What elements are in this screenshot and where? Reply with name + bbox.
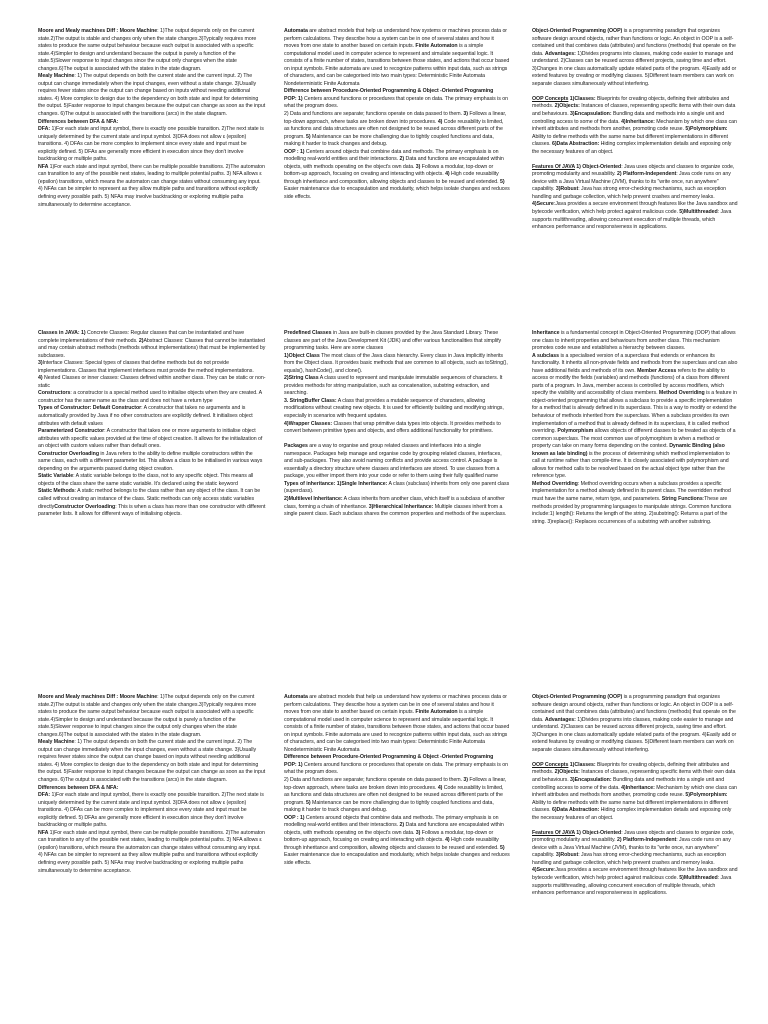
text-run: A class that provides a mutable sequence of characters, allowing modifications without creating new objects. It is used for efficiently building and modifying strings, especially in scenarios with frequent updates. xyxy=(284,397,504,420)
text-run: Automata xyxy=(284,28,308,34)
text-run: Mechanism by which one class can inherit attributes and methods from another, promoting code reuse. xyxy=(532,118,737,133)
text-run: Nested Classes or inner classes: Classes defined within another class. They can be static or non-static xyxy=(38,375,266,389)
text-run: Finite Automaton xyxy=(415,709,458,716)
text-run: 3) xyxy=(415,829,421,836)
text-run: refers to the ability to access or modify the fields (variables) and methods (functions) of a class from different parts of a program. In Java, member access is controlled by access modifiers, which specify the visibility and accessibility of class members. xyxy=(532,367,730,397)
text-run: Types of inheritance: 1)Single Inheritance: xyxy=(284,480,388,487)
text-run: 5) xyxy=(500,178,505,185)
text-run: Classes in JAVA: 1) xyxy=(38,330,86,336)
text-run: A class inherits from another class, which itself is a subclass of another class, forming a chain of inheritance. xyxy=(284,495,505,510)
text-run: Ability to define methods with the same name but different implementations in different classes. xyxy=(532,133,728,148)
text-run: Predefined Classes xyxy=(284,330,332,336)
text-run: 4)Secure xyxy=(532,201,554,208)
text-run: Centers around functions or procedures that operate on data. The primary emphasis is on what the program does. xyxy=(284,761,508,776)
text-run: Dynamic Binding (also known as late binding) xyxy=(532,443,725,457)
text-run: Classes that wrap primitive data types into objects. It provides methods to convert between primitive types and objects, and offers additional functionality for primitives. xyxy=(284,420,501,435)
text-run: 3. StringBuffer Class: xyxy=(284,397,337,404)
notes-cell-a1 xyxy=(38,28,280,328)
text-run: Instances of classes, representing specific items with their own data and behaviours. xyxy=(532,769,736,783)
text-run: 4)Wrapper Classes: xyxy=(284,420,333,427)
text-run: 3)Changes in one class automatically update related parts of the program. 4)Easily add or extend features by creating or modifying classes. 5)Different team members can work on separate classes simultaneously without interfering. xyxy=(532,731,737,753)
text-run: Mealy Machine xyxy=(38,739,75,746)
text-run: String Functions xyxy=(661,496,703,503)
text-run: Data and functions are encapsulated within objects, with methods operating on the object's own data. xyxy=(284,156,504,170)
text-run: 5)Polymorphism: xyxy=(685,126,728,133)
text-run: 1) Object-Oriented xyxy=(574,163,622,170)
text-run: Centers around objects that combine data and methods. The primary emphasis is on modelling real-world entities and their interactions. xyxy=(284,814,499,829)
notes-cell-a3 xyxy=(524,28,738,328)
text-run: Constructor Overloading xyxy=(54,503,116,510)
text-run: Hiding complex implementation details and exposing only the necessary features of an object. xyxy=(532,141,732,155)
text-run: Automata xyxy=(284,694,308,700)
text-run: Constructors xyxy=(38,390,71,397)
text-block xyxy=(38,694,266,875)
text-run: 2) xyxy=(138,337,144,344)
text-run: are abstract models that help us understand how systems or machines process data or perform calculations. They describe how a system can be in one of several states and how it moves from one state to another based on certain inputs. xyxy=(284,28,508,50)
text-run: 2)String Class xyxy=(284,375,319,382)
text-block xyxy=(38,330,266,519)
text-run: Moore Machine xyxy=(119,28,158,34)
text-run: : A static method belongs to the class rather than any object of the class. It can be called without creating an instance of the class. Static methods can only access static variables directly xyxy=(38,488,261,510)
text-run: : Java has strong error-checking mechanisms, such as exception handling and garbage collection, which help prevent crashes and memory leaks. xyxy=(532,186,726,200)
text-run: 1)Classes: xyxy=(568,95,596,102)
text-run: A subclass xyxy=(532,352,560,359)
text-run: : A static variable belongs to the class, not to any specific object. This means all objects of the class share the same static variable. It's declared using the static keyword xyxy=(38,473,254,487)
notes-cell-b2 xyxy=(280,328,524,666)
text-run: Method Overriding xyxy=(532,480,578,487)
text-block xyxy=(532,330,738,526)
text-run: 1)Divides programs into classes, making code easier to manage and understand. 2)Classes can be reused across different projects, saving time and effort. xyxy=(532,716,734,731)
text-run: 1)Divides programs into classes, making code easier to manage and understand. 2)Classes can be reused across different projects, saving time and effort. xyxy=(532,50,734,65)
text-run: OOP : 1) xyxy=(284,814,305,821)
text-run: are a way to organise and group related classes and interfaces into a single namespace. Packages help manage and organise code by grouping related classes, interfaces, and sub-packages. They also avoid naming conflicts and provide access control. A package is essentially a directory structure where classes and interfaces are stored. To use classes from a package, you either import them into your code or refer to them using their fully qualified name xyxy=(284,443,502,480)
text-run: Interface Classes: Special types of classes that define methods but do not provide implementations. Classes that implement interfaces must provide the method implementations. xyxy=(38,360,254,374)
text-run: Packages xyxy=(284,443,308,450)
text-run: Follows a modular, top-down or bottom-up approach, focusing on creating and interacting with objects. xyxy=(284,829,494,844)
text-run: 2)Objects: xyxy=(554,769,580,776)
text-run: is a programming paradigm that organizes software design around objects, rather than functions or logic. An object in OOP is a self-contained unit that combines data (attributes) and functions (methods) that operate on the data. xyxy=(532,28,736,57)
text-run: 2) Platform-Independent xyxy=(616,171,677,178)
text-run: Abstract Classes: Classes that cannot be instantiated and may contain abstract methods (methods without implementations) that must be implemented by subclasses. xyxy=(38,337,266,359)
text-run: allows objects of different classes to be treated as objects of a common superclass. The most common use of polymorphism is when a method or property can take on many forms depending on the context. xyxy=(532,428,736,450)
text-run: :These are methods provided by programming languages to manipulate strings. Common functions include:1) length(): Returns the length of the string. 2)substring(): Returns a part of the string. 3)replace(): Replaces occurrences of a substring with another substring. xyxy=(532,496,732,525)
text-run: Member Access xyxy=(637,367,677,374)
text-run: 4) xyxy=(445,837,450,844)
text-run: 4)Inheritance: xyxy=(621,118,655,125)
text-run: Instances of classes, representing specific items with their own data and behaviours. xyxy=(532,103,736,117)
text-run: A class (subclass) inherits from only one parent class (superclass). xyxy=(284,480,510,495)
text-run: Bundling data and methods into a single unit and controlling access to some of the data. xyxy=(532,110,725,125)
text-run: Concrete Classes: Regular classes that can be instantiated and have complete implementations of their methods. xyxy=(38,330,245,344)
text-run: DFA: xyxy=(38,792,52,799)
text-run: 3) xyxy=(463,777,468,784)
text-run: 2)Objects: xyxy=(554,103,580,110)
text-run: in Java are built-in classes provided by the Java Standard Library. These classes are part of the Java Development Kit (JDK) and offer various functionalities that simplify programming tasks. Here are some classes xyxy=(284,330,502,352)
text-run: Object-Oriented Programming (OOP) xyxy=(532,694,623,700)
text-run: 3)Hierarchical Inheritance: xyxy=(368,503,434,510)
text-run: POP: 1) xyxy=(284,761,303,768)
text-run: : Java code runs on any device with a Java Virtual Machine (JVM), thanks to its "write once, run anywhere" capability. xyxy=(532,837,731,859)
text-run: 1)Object Class xyxy=(284,352,320,359)
text-run: : Java supports multithreading, allowing concurrent execution of multiple threads, which enhances performance and responsiveness in applications. xyxy=(532,209,732,231)
text-run: 3) xyxy=(463,111,468,118)
text-run: are abstract models that help us understand how systems or machines process data or perform calculations. They describe how a system can be in one of several states and how it moves from one state to another based on certain inputs. xyxy=(284,694,508,716)
text-run: High code reusability through inheritance and composition, allowing objects and classes to be reused and extended. xyxy=(284,837,500,851)
text-run: Blueprints for creating objects, defining their attributes and methods. xyxy=(532,761,730,776)
text-run: : 1) The output depends on both the current state and the current input. 2) The output can change immediately when the input changes, even without a state change. 3)Usually requires fewer states since the output can change based on inputs without needing additional states. 4) More complex to design due to the dependency on both state and input for determining the output. 5)Faster response to input changes because the output can change as soon as the input changes. 6)The output is associated with the transitions (arcs) in the state diagram. xyxy=(38,739,266,784)
text-run: Features Of JAVA xyxy=(532,163,575,170)
text-run: OOP : 1) xyxy=(284,148,305,155)
text-run: Static Methods xyxy=(38,488,75,495)
text-run: Follows a linear, top-down approach, where tasks are broken down into procedures. xyxy=(284,777,507,791)
text-run: 3)Encapsulation: xyxy=(570,776,612,783)
text-run: : 1)The output depends only on the current state.2)The output is stable and changes only when the state changes.3)Typically requires more states to produce the same output behaviour because each output is associated with a specific state.4)Simpler to design and understand because the output is purely a function of the state.5)Slower response to input changes since the output only changes when the state changes.6)The output is associated with the states in the state diagram. xyxy=(38,28,257,72)
text-run: 4)Inheritance: xyxy=(621,784,655,791)
text-run: 5) xyxy=(500,844,505,851)
notes-cell-c1 xyxy=(38,666,280,998)
notes-cell-c2 xyxy=(280,666,524,998)
text-run: Moore and Mealy machines Diff : xyxy=(38,28,119,34)
text-run: POP: 1) xyxy=(284,95,303,102)
text-run: 4) xyxy=(437,118,443,125)
text-run: Maintenance can be more challenging due to tightly coupled functions and data, making it harder to track changes and debug. xyxy=(284,799,494,814)
text-run: OOP Concepts xyxy=(532,95,569,102)
text-block xyxy=(532,28,738,232)
text-run: : 1)The output depends only on the current state.2)The output is stable and changes only when the state changes.3)Typically requires more states to produce the same output behaviour because each output is associated with a specific state.4)Simpler to design and understand because the output is purely a function of the state.5)Slower response to input changes since the output only changes when the state changes.6)The output is associated with the states in the state diagram. xyxy=(38,694,257,738)
text-run: Object-Oriented Programming (OOP) xyxy=(532,28,623,34)
text-run: : A constructor that takes no arguments and is automatically provided by Java if no other constructors are explicitly defined. It initialises object attributes with default values xyxy=(38,405,253,427)
text-run: Features Of JAVA xyxy=(532,829,575,836)
text-run: Differences between DFA & NFA: xyxy=(38,784,119,791)
text-run: Finite Automaton xyxy=(415,43,458,50)
text-run: Ability to define methods with the same name but different implementations in different classes. xyxy=(532,799,728,814)
text-run: 1)For each state and input symbol, there can be multiple possible transitions. 2)The automaton can transition to any of the possible next states, leading to multiple potential paths. 3) NFA allows ε (epsilon) transitions, which means the automaton can change states without consuming any input. 4) NFAs can be simpler to represent as they allow multiple paths and transitions without explicitly defining every possible path. 5) NFAs may involve backtracking or exploring multiple paths simultaneously to determine acceptance. xyxy=(38,829,265,874)
text-run: Method Overriding xyxy=(658,390,705,397)
text-run: is a feature in object-oriented programming that allows a subclass to provide a specific implementation for a method that is already defined in its superclass. This is a way to modify or extend the behaviour of methods inherited from the superclass. When a subclass provides its own implementation of a method that is already defined in its superclass, it is called method overriding. xyxy=(532,390,737,435)
text-run: is a simple computational model used in computer science to represent and simulate sequential logic. It consists of a finite number of states, transitions between those states, and actions that occur based on input symbols. Finite automata are used to recognize patterns within input data, such as strings of characters, and can be categorised into two main types: Deterministic Finite Automata Nondeterministic Finite Automata xyxy=(284,43,510,87)
text-run: Advantages: xyxy=(544,50,576,57)
text-run: 6)Data Abstraction: xyxy=(551,807,600,814)
text-run: High code reusability through inheritance and composition, allowing objects and classes to be reused and extended. xyxy=(284,171,500,185)
text-run: : This is when a class has more than one constructor with different parameter lists. It allows for different ways of initialising objects. xyxy=(38,503,266,518)
text-run: 3) xyxy=(415,163,421,170)
text-run: : Method overriding occurs when a subclass provides a specific implementation for a method already defined in its parent class. The overridden method must have the same name, return type, and parameters. xyxy=(532,480,731,503)
text-run: Inheritance xyxy=(532,330,560,336)
text-run: 1)For each state and input symbol, there is exactly one possible transition. 2)The next state is uniquely determined by the current state and input symbol. 3)DFA does not allow ε (epsilon) transitions. 4) DFAs can be more complex to implement since every state and input must be explicitly defined. 5) DFAs are generally more efficient in execution since they don't involve backtracking or multiple paths. xyxy=(38,126,264,163)
text-run: Easier maintenance due to encapsulation and modularity, which helps isolate changes and reduces side effects. xyxy=(284,852,510,867)
text-run: 2) Platform-Independent xyxy=(616,837,677,844)
text-run: Moore Machine xyxy=(119,694,158,700)
text-run: 1)For each state and input symbol, there can be multiple possible transitions. 2)The automaton can transition to any of the possible next states, leading to multiple potential paths. 3) NFA allows ε (epsilon) transitions, which means the automaton can change states without consuming any input. 4) NFAs can be simpler to represent as they allow multiple paths and transitions without explicitly defining every possible path. 5) NFAs may involve backtracking or exploring multiple paths simultaneously to determine acceptance. xyxy=(38,163,265,208)
text-run: 1) Object-Oriented xyxy=(574,829,622,836)
text-run: Moore and Mealy machines Diff : xyxy=(38,694,119,700)
text-run: : Java uses objects and classes to organize code, promoting modularity and reusability. xyxy=(532,163,735,178)
text-run: NFA xyxy=(38,829,50,836)
text-run: 6)Data Abstraction: xyxy=(551,141,600,148)
notes-cell-b1 xyxy=(38,328,280,666)
text-run: : 1) The output depends on both the current state and the current input. 2) The output can change immediately when the input changes, even without a state change. 3)Usually requires fewer states since the output can change based on inputs without needing additional states. 4) More complex to design due to the dependency on both state and input for determining the output. 5)Faster response to input changes because the output can change as soon as the input changes. 6)The output is associated with the transitions (arcs) in the state diagram. xyxy=(38,73,266,118)
text-run: 3)Robust xyxy=(555,852,579,859)
text-run: Differences between DFA & NFA: xyxy=(38,118,119,125)
text-run: is the process of determining which method implementation to call at runtime rather than compile-time. It is closely associated with polymorphism and allows for method calls to be resolved based on the actual object type rather than the reference type. xyxy=(532,450,730,480)
text-run: 5)Multithreaded xyxy=(679,875,718,882)
text-block xyxy=(38,28,266,209)
text-run: 5)Polymorphism: xyxy=(685,792,728,799)
text-run: DFA: xyxy=(38,126,52,133)
text-run: The most class of the Java class hierarchy. Every class in Java implicitly inherits from the Object class. It provides basic methods that are common to all objects, such as toString(), equals(), hashCode(), and clone(). xyxy=(284,352,508,374)
text-run: Static Variable xyxy=(38,473,74,480)
text-block xyxy=(284,694,510,868)
notes-cell-c3 xyxy=(524,666,738,998)
text-run: Blueprints for creating objects, defining their attributes and methods. xyxy=(532,95,730,110)
text-run: 5)Multithreaded xyxy=(679,209,718,216)
notes-grid xyxy=(38,28,738,998)
text-run: 2) xyxy=(399,822,405,829)
text-run: in Java refers to the ability to define multiple constructors within the same class, each with a different parameter list. This allows a class to be initialised in various ways depending on the arguments passed during object creation. xyxy=(38,450,263,472)
text-run: Follows a modular, top-down or bottom-up approach, focusing on creating and interacting with objects. xyxy=(284,163,494,178)
text-run: Parameterized Constructor xyxy=(38,428,105,435)
text-run: Constructor Overloading xyxy=(38,450,99,457)
text-run: Centers around objects that combine data and methods. The primary emphasis is on modelling real-world entities and their interactions. xyxy=(284,148,499,163)
text-run: 2) xyxy=(399,156,405,163)
text-run: 1)Classes: xyxy=(568,761,596,768)
text-run: Follows a linear, top-down approach, where tasks are broken down into procedures. xyxy=(284,111,507,125)
text-run: : Java supports multithreading, allowing concurrent execution of multiple threads, which enhances performance and responsiveness in applications. xyxy=(532,875,732,897)
text-run: Difference between Procedure-Oriented Programming & Object -Oriented Programing xyxy=(284,88,494,95)
text-run: Polymorphism xyxy=(557,428,594,435)
text-run: A class used to represent and manipulate immutable sequences of characters. It provides methods for string manipulation, such as concatenation, substring extraction, and searching. xyxy=(284,375,503,397)
text-run: is a fundamental concept in Object-Oriented Programming (OOP) that allows one class to inherit properties and behaviours from another class. This mechanism promotes code reuse and establishes a hierarchy between classes. xyxy=(532,330,736,352)
text-run: Code reusability is limited, as functions and data structures are often not designed to be reused across different parts of the program. xyxy=(284,784,504,806)
text-run: Bundling data and methods into a single unit and controlling access to some of the data. xyxy=(532,776,725,791)
text-run: Code reusability is limited, as functions and data structures are often not designed to be reused across different parts of the program. xyxy=(284,118,504,140)
text-run: 5) xyxy=(306,799,311,806)
notes-cell-b3 xyxy=(524,328,738,666)
text-run: : Java code runs on any device with a Java Virtual Machine (JVM), thanks to its "write once, run anywhere" capability. xyxy=(532,171,731,193)
text-run: Difference between Procedure-Oriented Programming & Object -Oriented Programing xyxy=(284,754,494,761)
text-block xyxy=(284,330,510,519)
text-run: : a constructor is a special method used to initialise objects when they are created. A constructor has the same name as the class and does not have a return type xyxy=(38,390,262,404)
text-run: 4) xyxy=(38,375,43,382)
text-run: 2)Multilevel Inheritance: xyxy=(284,495,343,502)
text-run: 4) xyxy=(445,171,450,178)
text-run: Hiding complex implementation details and exposing only the necessary features of an object. xyxy=(532,807,732,821)
text-run: Maintenance can be more challenging due to tightly coupled functions and data, making it harder to track changes and debug. xyxy=(284,133,494,148)
text-run: : Java uses objects and classes to organize code, promoting modularity and reusability. xyxy=(532,829,735,844)
text-run: : A constructor that takes one or more arguments to initialise object attributes with specific values provided at the time of object creation. It allows for the initialization of an object with custom values rather than default ones. xyxy=(38,428,263,450)
text-run: :Java provides a secure environment through features like the Java sandbox and bytecode verification, which help protect against malicious code. xyxy=(532,201,738,216)
text-run: Types of Constructor: Default Constructor xyxy=(38,405,142,412)
text-run: 1)For each state and input symbol, there is exactly one possible transition. 2)The next state is uniquely determined by the current state and input symbol. 3)DFA does not allow ε (epsilon) transitions. 4) DFAs can be more complex to implement since every state and input must be explicitly defined. 5) DFAs are generally more efficient in execution since they don't involve backtracking or multiple paths. xyxy=(38,792,264,829)
text-run: Mechanism by which one class can inherit attributes and methods from another, promoting code reuse. xyxy=(532,784,737,799)
text-run: Easier maintenance due to encapsulation and modularity, which helps isolate changes and reduces side effects. xyxy=(284,186,510,201)
text-block xyxy=(532,694,738,898)
notes-cell-a2 xyxy=(280,28,524,328)
text-run: 4)Secure xyxy=(532,867,554,874)
text-run: Advantages: xyxy=(544,716,576,723)
text-run: Multiple classes inherit from a single parent class. Each subclass shares the common properties and methods of the superclass. xyxy=(284,503,507,518)
text-run: Centers around functions or procedures that operate on data. The primary emphasis is on what the program does. xyxy=(284,95,508,110)
text-run: Data and functions are encapsulated within objects, with methods operating on the object's own data. xyxy=(284,822,504,836)
text-run: Mealy Machine xyxy=(38,73,75,80)
text-run: is a specialised version of a superclass that extends or enhances its functionality. It inherits all non-private fields and methods from the superclass and can also have additional fields and methods of its own. xyxy=(532,352,738,374)
text-block xyxy=(284,28,510,202)
text-run: 5) xyxy=(306,133,311,140)
text-run: 3)Encapsulation: xyxy=(570,110,612,117)
text-run: 3)Changes in one class automatically update related parts of the program. 4)Easily add or extend features by creating or modifying classes. 5)Different team members can work on separate classes simultaneously without interfering. xyxy=(532,65,737,87)
text-run: 4) xyxy=(437,784,443,791)
text-run: 2) Data and functions are separate; functions operate on data passed to them. xyxy=(284,777,464,784)
text-run: is a programming paradigm that organizes software design around objects, rather than functions or logic. An object in OOP is a self-contained unit that combines data (attributes) and functions (methods) that operate on the data. xyxy=(532,694,736,723)
text-run: is a simple computational model used in computer science to represent and simulate sequential logic. It consists of a finite number of states, transitions between those states, and actions that occur based on input symbols. Finite automata are used to recognize patterns within input data, such as strings of characters, and can be categorised into two main types: Deterministic Finite Automata Nondeterministic Finite Automata xyxy=(284,709,510,753)
text-run: 3)Robust xyxy=(555,186,579,193)
text-run: 2) Data and functions are separate; functions operate on data passed to them. xyxy=(284,111,464,118)
text-run: NFA xyxy=(38,163,50,170)
text-run: OOP Concepts xyxy=(532,761,569,768)
text-run: 3) xyxy=(38,360,43,367)
text-run: :Java provides a secure environment through features like the Java sandbox and bytecode verification, which help protect against malicious code. xyxy=(532,867,738,882)
text-run: : Java has strong error-checking mechanisms, such as exception handling and garbage collection, which help prevent crashes and memory leaks. xyxy=(532,852,726,866)
